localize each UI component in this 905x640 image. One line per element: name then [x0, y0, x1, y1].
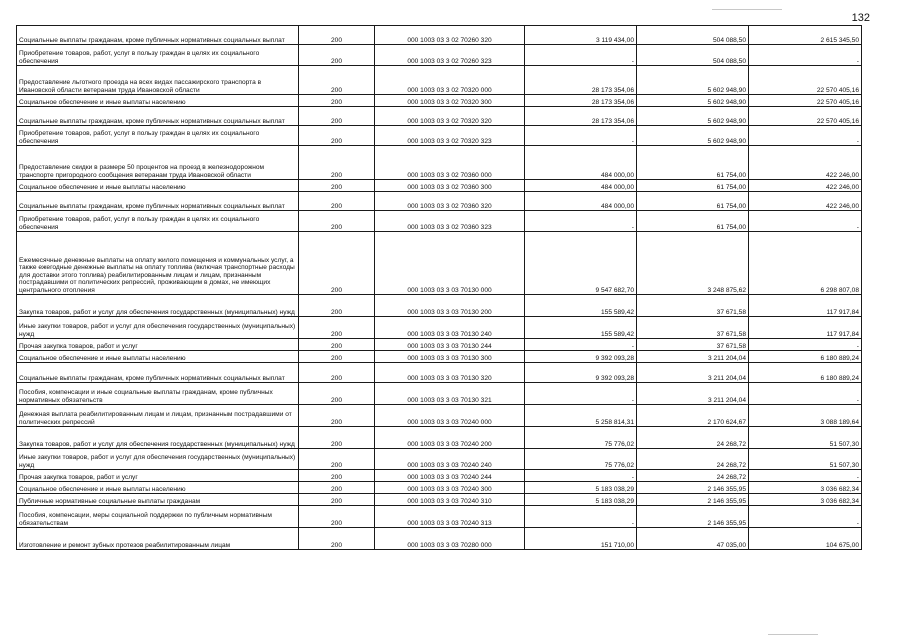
row-name-cell: Денежная выплата реабилитированным лицам и лицам, признанным пострадавшими от политических репрессий [17, 405, 299, 427]
row-classification-code-cell: 000 1003 03 3 03 70130 321 [375, 383, 525, 405]
row-code-cell: 200 [299, 26, 375, 45]
row-classification-code-cell: 000 1003 03 3 03 70280 000 [375, 528, 525, 550]
row-code-cell: 200 [299, 95, 375, 107]
row-unexecuted-amount-cell: 3 036 682,34 [749, 482, 862, 494]
row-executed-amount-cell: 24 268,72 [637, 427, 749, 449]
row-name-cell: Социальные выплаты гражданам, кроме публичных нормативных социальных выплат [17, 26, 299, 45]
row-classification-code-cell: 000 1003 03 3 02 70360 320 [375, 192, 525, 211]
row-approved-amount-cell: 155 589,42 [525, 317, 637, 339]
row-executed-amount-cell: 3 211 204,04 [637, 383, 749, 405]
row-executed-amount-cell: 61 754,00 [637, 192, 749, 211]
row-executed-amount-cell: 3 211 204,04 [637, 351, 749, 363]
row-approved-amount-cell: - [525, 211, 637, 232]
row-approved-amount-cell: 9 392 093,28 [525, 363, 637, 383]
row-executed-amount-cell: 3 248 875,62 [637, 232, 749, 295]
row-code-cell: 200 [299, 232, 375, 295]
table-row [17, 180, 862, 192]
row-unexecuted-amount-cell: - [749, 383, 862, 405]
row-name-cell: Прочая закупка товаров, работ и услуг [17, 339, 299, 351]
row-approved-amount-cell: 484 000,00 [525, 192, 637, 211]
table-row [17, 192, 862, 211]
table-row [17, 146, 862, 180]
row-name-cell: Социальные выплаты гражданам, кроме публичных нормативных социальных выплат [17, 363, 299, 383]
row-code-cell: 200 [299, 351, 375, 363]
row-classification-code-cell: 000 1003 03 3 02 70360 000 [375, 146, 525, 180]
row-executed-amount-cell: 61 754,00 [637, 146, 749, 180]
row-classification-code-cell: 000 1003 03 3 02 70320 323 [375, 126, 525, 146]
row-classification-code-cell: 000 1003 03 3 02 70260 323 [375, 45, 525, 66]
row-approved-amount-cell: 5 183 038,29 [525, 494, 637, 506]
row-name-cell: Социальное обеспечение и иные выплаты населению [17, 482, 299, 494]
row-unexecuted-amount-cell: 422 246,00 [749, 192, 862, 211]
row-code-cell: 200 [299, 146, 375, 180]
row-executed-amount-cell: 2 146 355,95 [637, 506, 749, 528]
row-name-cell: Прочая закупка товаров, работ и услуг [17, 470, 299, 482]
table-row [17, 295, 862, 317]
table-row [17, 405, 862, 427]
table-row [17, 45, 862, 66]
row-unexecuted-amount-cell: 22 570 405,16 [749, 95, 862, 107]
row-unexecuted-amount-cell: - [749, 506, 862, 528]
row-code-cell: 200 [299, 211, 375, 232]
row-executed-amount-cell: 37 671,58 [637, 295, 749, 317]
row-approved-amount-cell: 28 173 354,06 [525, 107, 637, 126]
row-executed-amount-cell: 2 146 355,95 [637, 494, 749, 506]
row-classification-code-cell: 000 1003 03 3 03 70130 300 [375, 351, 525, 363]
row-code-cell: 200 [299, 107, 375, 126]
row-name-cell: Закупка товаров, работ и услуг для обеспечения государственных (муниципальных) нужд [17, 295, 299, 317]
row-code-cell: 200 [299, 192, 375, 211]
row-executed-amount-cell: 3 211 204,04 [637, 363, 749, 383]
row-classification-code-cell: 000 1003 03 3 03 70240 313 [375, 506, 525, 528]
row-approved-amount-cell: 28 173 354,06 [525, 95, 637, 107]
row-classification-code-cell: 000 1003 03 3 03 70240 240 [375, 449, 525, 470]
row-approved-amount-cell: - [525, 339, 637, 351]
row-approved-amount-cell: 484 000,00 [525, 146, 637, 180]
row-name-cell: Социальное обеспечение и иные выплаты населению [17, 180, 299, 192]
row-approved-amount-cell: 5 258 814,31 [525, 405, 637, 427]
row-classification-code-cell: 000 1003 03 3 02 70360 300 [375, 180, 525, 192]
row-classification-code-cell: 000 1003 03 3 03 70130 320 [375, 363, 525, 383]
row-classification-code-cell: 000 1003 03 3 02 70320 300 [375, 95, 525, 107]
row-executed-amount-cell: 5 602 948,90 [637, 66, 749, 95]
row-code-cell: 200 [299, 405, 375, 427]
row-executed-amount-cell: 24 268,72 [637, 470, 749, 482]
budget-execution-table [16, 25, 862, 550]
row-unexecuted-amount-cell: 3 088 189,64 [749, 405, 862, 427]
row-executed-amount-cell: 504 088,50 [637, 45, 749, 66]
row-unexecuted-amount-cell: 2 615 345,50 [749, 26, 862, 45]
row-code-cell: 200 [299, 66, 375, 95]
row-name-cell: Ежемесячные денежные выплаты на оплату жилого помещения и коммунальных услуг, а также ежегодные денежные выплаты на оплату топлива (включая транспортные расходы для доставки этого топлива) реабилитированным лицам и лицам, признанным пострадавшими от политических репрессий, проживающим в домах, не имеющих центрального отопления [17, 232, 299, 295]
row-approved-amount-cell: - [525, 126, 637, 146]
row-unexecuted-amount-cell: 6 298 807,08 [749, 232, 862, 295]
row-approved-amount-cell: - [525, 470, 637, 482]
row-code-cell: 200 [299, 180, 375, 192]
page-number: 132 [851, 12, 870, 24]
table-row [17, 427, 862, 449]
row-classification-code-cell: 000 1003 03 3 03 70130 200 [375, 295, 525, 317]
row-unexecuted-amount-cell: 6 180 889,24 [749, 351, 862, 363]
row-classification-code-cell: 000 1003 03 3 03 70240 244 [375, 470, 525, 482]
row-name-cell: Предоставление скидки в размере 50 процентов на проезд в железнодорожном транспорте пригородного сообщения ветеранам труда Ивановской области [17, 146, 299, 180]
row-name-cell: Социальные выплаты гражданам, кроме публичных нормативных социальных выплат [17, 192, 299, 211]
row-executed-amount-cell: 37 671,58 [637, 317, 749, 339]
table-row [17, 95, 862, 107]
row-code-cell: 200 [299, 449, 375, 470]
row-name-cell: Социальные выплаты гражданам, кроме публичных нормативных социальных выплат [17, 107, 299, 126]
row-approved-amount-cell: - [525, 383, 637, 405]
table-row [17, 317, 862, 339]
row-approved-amount-cell: 75 776,02 [525, 427, 637, 449]
row-name-cell: Закупка товаров, работ и услуг для обеспечения государственных (муниципальных) нужд [17, 427, 299, 449]
row-code-cell: 200 [299, 295, 375, 317]
row-classification-code-cell: 000 1003 03 3 03 70130 000 [375, 232, 525, 295]
row-name-cell: Изготовление и ремонт зубных протезов реабилитированным лицам [17, 528, 299, 550]
row-executed-amount-cell: 47 035,00 [637, 528, 749, 550]
row-approved-amount-cell: 484 000,00 [525, 180, 637, 192]
row-code-cell: 200 [299, 339, 375, 351]
row-executed-amount-cell: 5 602 948,90 [637, 107, 749, 126]
row-unexecuted-amount-cell: 22 570 405,16 [749, 107, 862, 126]
row-unexecuted-amount-cell: - [749, 45, 862, 66]
row-code-cell: 200 [299, 494, 375, 506]
row-code-cell: 200 [299, 126, 375, 146]
table-row [17, 470, 862, 482]
row-unexecuted-amount-cell: 117 917,84 [749, 317, 862, 339]
row-unexecuted-amount-cell: 51 507,30 [749, 427, 862, 449]
row-unexecuted-amount-cell: - [749, 470, 862, 482]
row-classification-code-cell: 000 1003 03 3 03 70130 240 [375, 317, 525, 339]
row-classification-code-cell: 000 1003 03 3 03 70240 200 [375, 427, 525, 449]
table-row [17, 506, 862, 528]
row-classification-code-cell: 000 1003 03 3 02 70320 000 [375, 66, 525, 95]
row-name-cell: Социальное обеспечение и иные выплаты населению [17, 95, 299, 107]
row-executed-amount-cell: 5 602 948,90 [637, 95, 749, 107]
row-code-cell: 200 [299, 470, 375, 482]
row-unexecuted-amount-cell: - [749, 339, 862, 351]
row-code-cell: 200 [299, 363, 375, 383]
row-executed-amount-cell: 2 146 355,95 [637, 482, 749, 494]
row-approved-amount-cell: 155 589,42 [525, 295, 637, 317]
table-row [17, 482, 862, 494]
row-name-cell: Предоставление льготного проезда на всех видах пассажирского транспорта в Ивановской области ветеранам труда Ивановской области [17, 66, 299, 95]
table-row [17, 66, 862, 95]
table-row [17, 126, 862, 146]
scan-artifact-top [712, 9, 782, 10]
row-code-cell: 200 [299, 45, 375, 66]
row-unexecuted-amount-cell: 6 180 889,24 [749, 363, 862, 383]
row-code-cell: 200 [299, 506, 375, 528]
row-unexecuted-amount-cell: 22 570 405,16 [749, 66, 862, 95]
row-classification-code-cell: 000 1003 03 3 03 70240 300 [375, 482, 525, 494]
table-row [17, 26, 862, 45]
table-row [17, 339, 862, 351]
table-row [17, 351, 862, 363]
table-row [17, 383, 862, 405]
table-body [17, 26, 862, 550]
row-approved-amount-cell: 28 173 354,06 [525, 66, 637, 95]
row-executed-amount-cell: 61 754,00 [637, 180, 749, 192]
row-executed-amount-cell: 37 671,58 [637, 339, 749, 351]
row-name-cell: Приобретение товаров, работ, услуг в пользу граждан в целях их социального обеспечения [17, 126, 299, 146]
table-row [17, 107, 862, 126]
row-unexecuted-amount-cell: 51 507,30 [749, 449, 862, 470]
row-approved-amount-cell: - [525, 45, 637, 66]
row-unexecuted-amount-cell: 117 917,84 [749, 295, 862, 317]
row-approved-amount-cell: - [525, 506, 637, 528]
row-executed-amount-cell: 24 268,72 [637, 449, 749, 470]
row-name-cell: Пособия, компенсации и иные социальные выплаты гражданам, кроме публичных нормативных обязательств [17, 383, 299, 405]
row-classification-code-cell: 000 1003 03 3 03 70240 000 [375, 405, 525, 427]
row-approved-amount-cell: 151 710,00 [525, 528, 637, 550]
row-approved-amount-cell: 3 119 434,00 [525, 26, 637, 45]
table-row [17, 528, 862, 550]
row-executed-amount-cell: 5 602 948,90 [637, 126, 749, 146]
row-code-cell: 200 [299, 427, 375, 449]
table-row [17, 449, 862, 470]
row-name-cell: Иные закупки товаров, работ и услуг для обеспечения государственных (муниципальных) нужд [17, 317, 299, 339]
row-name-cell: Пособия, компенсации, меры социальной поддержки по публичным нормативным обязательствам [17, 506, 299, 528]
row-name-cell: Социальное обеспечение и иные выплаты населению [17, 351, 299, 363]
row-approved-amount-cell: 5 183 038,29 [525, 482, 637, 494]
row-code-cell: 200 [299, 383, 375, 405]
row-executed-amount-cell: 61 754,00 [637, 211, 749, 232]
row-approved-amount-cell: 9 392 093,28 [525, 351, 637, 363]
table-row [17, 363, 862, 383]
row-unexecuted-amount-cell: 422 246,00 [749, 146, 862, 180]
row-classification-code-cell: 000 1003 03 3 03 70130 244 [375, 339, 525, 351]
row-approved-amount-cell: 75 776,02 [525, 449, 637, 470]
row-code-cell: 200 [299, 528, 375, 550]
scan-artifact-bottom [768, 634, 818, 635]
row-code-cell: 200 [299, 317, 375, 339]
row-unexecuted-amount-cell: - [749, 126, 862, 146]
row-name-cell: Иные закупки товаров, работ и услуг для обеспечения государственных (муниципальных) нужд [17, 449, 299, 470]
table-row [17, 211, 862, 232]
row-unexecuted-amount-cell: 422 246,00 [749, 180, 862, 192]
table-row [17, 232, 862, 295]
row-unexecuted-amount-cell: 3 036 682,34 [749, 494, 862, 506]
row-name-cell: Приобретение товаров, работ, услуг в пользу граждан в целях их социального обеспечения [17, 45, 299, 66]
row-unexecuted-amount-cell: 104 675,00 [749, 528, 862, 550]
row-approved-amount-cell: 9 547 682,70 [525, 232, 637, 295]
row-classification-code-cell: 000 1003 03 3 02 70360 323 [375, 211, 525, 232]
row-classification-code-cell: 000 1003 03 3 02 70320 320 [375, 107, 525, 126]
row-code-cell: 200 [299, 482, 375, 494]
row-name-cell: Публичные нормативные социальные выплаты гражданам [17, 494, 299, 506]
row-unexecuted-amount-cell: - [749, 211, 862, 232]
row-executed-amount-cell: 2 170 624,67 [637, 405, 749, 427]
row-executed-amount-cell: 504 088,50 [637, 26, 749, 45]
row-classification-code-cell: 000 1003 03 3 02 70260 320 [375, 26, 525, 45]
table-row [17, 494, 862, 506]
row-classification-code-cell: 000 1003 03 3 03 70240 310 [375, 494, 525, 506]
row-name-cell: Приобретение товаров, работ, услуг в пользу граждан в целях их социального обеспечения [17, 211, 299, 232]
